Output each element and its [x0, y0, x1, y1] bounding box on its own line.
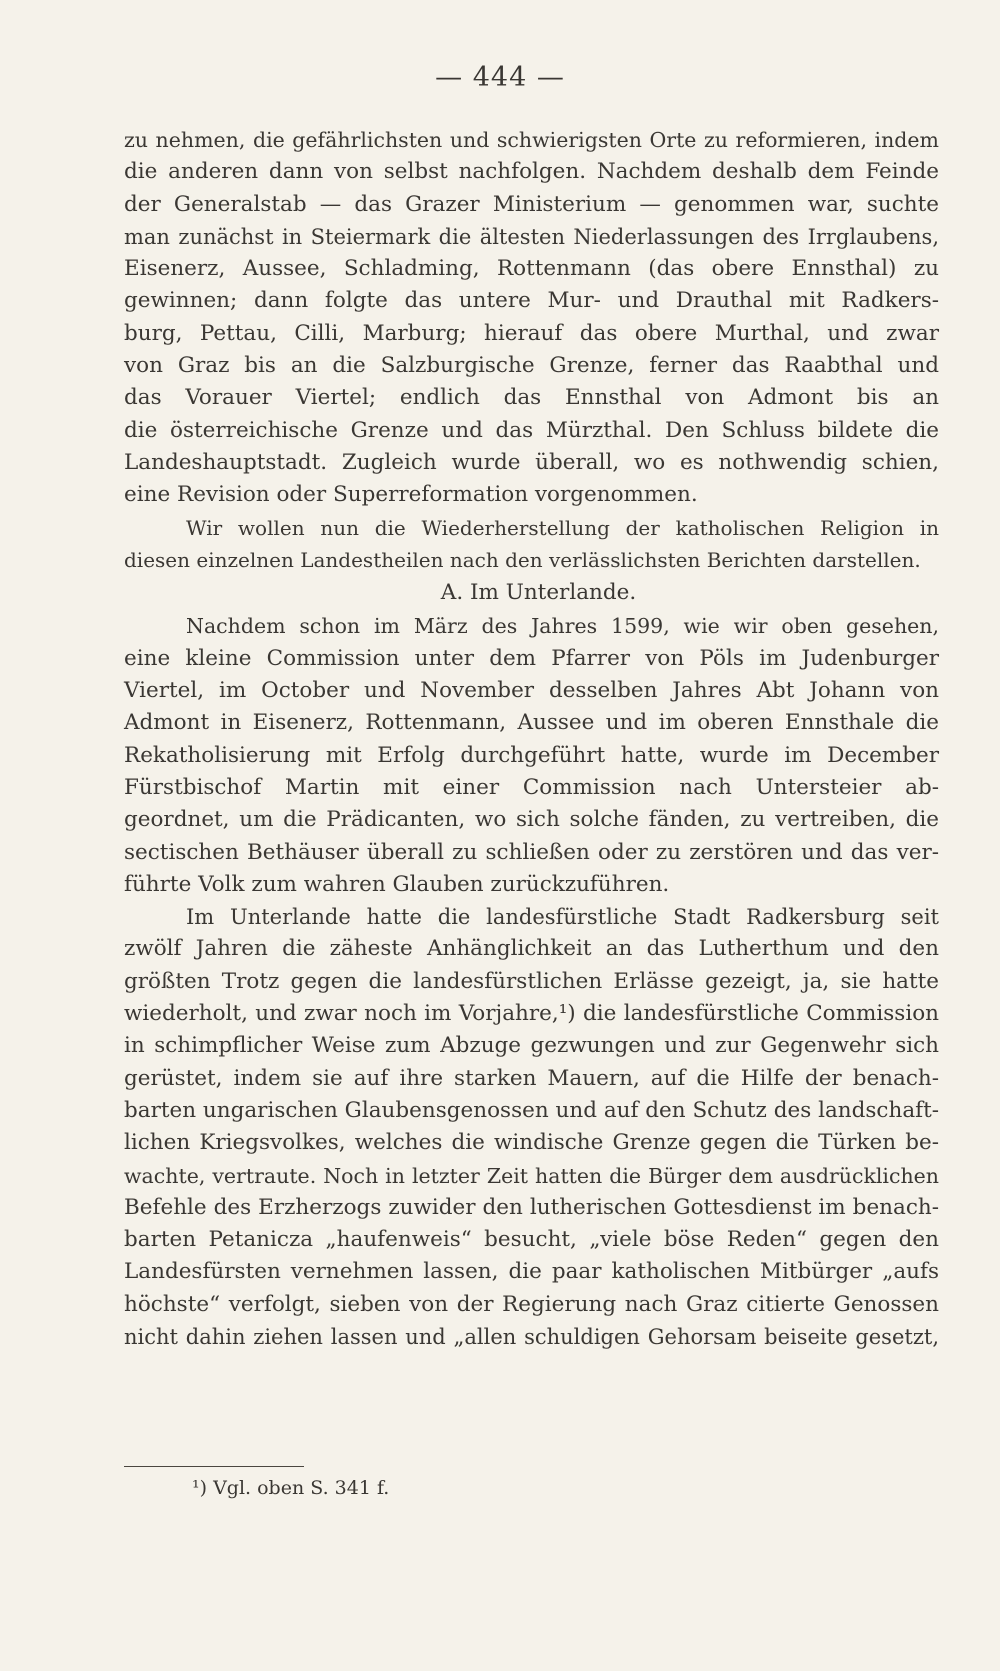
text-line: in schimpflicher Weise zum Abzuge gezwungen und zur Gegenwehr sich	[124, 1033, 939, 1059]
text-line: Landesfürsten vernehmen lassen, die paar katholischen Mitbürger „aufs	[124, 1259, 939, 1285]
page-number: — 444 —	[435, 62, 565, 93]
text-line: Wir wollen nun die Wiederherstellung der katholischen Religion in	[186, 515, 939, 540]
text-line: barten ungarischen Glaubensgenossen und auf den Schutz des landschaft-	[124, 1097, 939, 1123]
text-line: zu nehmen, die gefährlichsten und schwierigsten Orte zu reformieren, indem	[124, 128, 939, 152]
footnote-divider	[124, 1466, 304, 1467]
text-line: Fürstbischof Martin mit einer Commission nach Untersteier ab-	[124, 774, 939, 800]
text-line: Eisenerz, Aussee, Schladming, Rottenmann (das obere Ennsthal) zu	[124, 256, 939, 282]
text-line: führte Volk zum wahren Glauben zurückzuführen.	[124, 871, 670, 897]
text-line: Nachdem schon im März des Jahres 1599, wie wir oben gesehen,	[186, 614, 939, 639]
text-line: Admont in Eisenerz, Rottenmann, Aussee und im oberen Ennsthale die	[124, 710, 939, 736]
text-line: größten Trotz gegen die landesfürstlichen Erlässe gezeigt, ja, sie hatte	[124, 968, 939, 994]
text-line: burg, Pettau, Cilli, Marburg; hierauf das obere Murthal, und zwar	[124, 320, 939, 346]
text-line: eine Revision oder Superreformation vorgenommen.	[124, 482, 698, 508]
text-line: eine kleine Commission unter dem Pfarrer von Pöls im Judenburger	[124, 645, 939, 671]
text-line: Viertel, im October und November desselben Jahres Abt Johann von	[124, 678, 939, 704]
text-line: die österreichische Grenze und das Mürzthal. Den Schluss bildete die	[124, 417, 939, 443]
text-line: sectischen Bethäuser überall zu schließen oder zu zerstören und das ver-	[124, 839, 939, 865]
text-line: wiederholt, und zwar noch im Vorjahre,¹) die landesfürstliche Commission	[124, 1001, 939, 1027]
section-heading: A. Im Unterlande.	[440, 580, 637, 606]
text-line: Landeshauptstadt. Zugleich wurde überall, wo es nothwendig schien,	[124, 449, 939, 475]
text-line: geordnet, um die Prädicanten, wo sich solche fänden, zu vertreiben, die	[124, 807, 939, 833]
text-line: Befehle des Erzherzogs zuwider den lutherischen Gottesdienst im benach-	[124, 1194, 939, 1220]
text-line: zwölf Jahren die zäheste Anhänglichkeit an das Lutherthum und den	[124, 936, 939, 962]
text-line: gerüstet, indem sie auf ihre starken Mauern, auf die Hilfe der benach-	[124, 1065, 939, 1091]
text-line: Rekatholisierung mit Erfolg durchgeführt hatte, wurde im December	[124, 742, 939, 768]
text-line: von Graz bis an die Salzburgische Grenze, ferner das Raabthal und	[124, 353, 939, 379]
text-line: man zunächst in Steiermark die ältesten Niederlassungen des Irrglaubens,	[124, 224, 939, 249]
text-line: gewinnen; dann folgte das untere Mur- und Drauthal mit Radkers-	[124, 288, 939, 314]
text-line: der Generalstab — das Grazer Ministerium — genommen war, suchte	[124, 191, 939, 217]
text-line: wachte, vertraute. Noch in letzter Zeit hatten die Bürger dem ausdrücklichen	[124, 1163, 939, 1188]
text-line: barten Petanicza „haufenweis“ besucht, „viele böse Reden“ gegen den	[124, 1227, 939, 1253]
text-line: das Vorauer Viertel; endlich das Ennsthal von Admont bis an	[124, 385, 939, 411]
text-line: diesen einzelnen Landestheilen nach den verlässlichsten Berichten darstellen.	[124, 547, 921, 572]
text-line: nicht dahin ziehen lassen und „allen schuldigen Gehorsam beiseite gesetzt,	[124, 1324, 939, 1349]
text-line: die anderen dann von selbst nachfolgen. Nachdem deshalb dem Feinde	[124, 159, 939, 185]
text-line: Im Unterlande hatte die landesfürstliche Stadt Radkersburg seit	[186, 905, 939, 930]
text-line: lichen Kriegsvolkes, welches die windische Grenze gegen die Türken be-	[124, 1130, 939, 1156]
body-text	[124, 124, 939, 1353]
footnote: ¹) Vgl. oben S. 341 f.	[192, 1477, 390, 1499]
text-line: höchste“ verfolgt, sieben von der Regierung nach Graz citierte Genossen	[124, 1291, 939, 1317]
